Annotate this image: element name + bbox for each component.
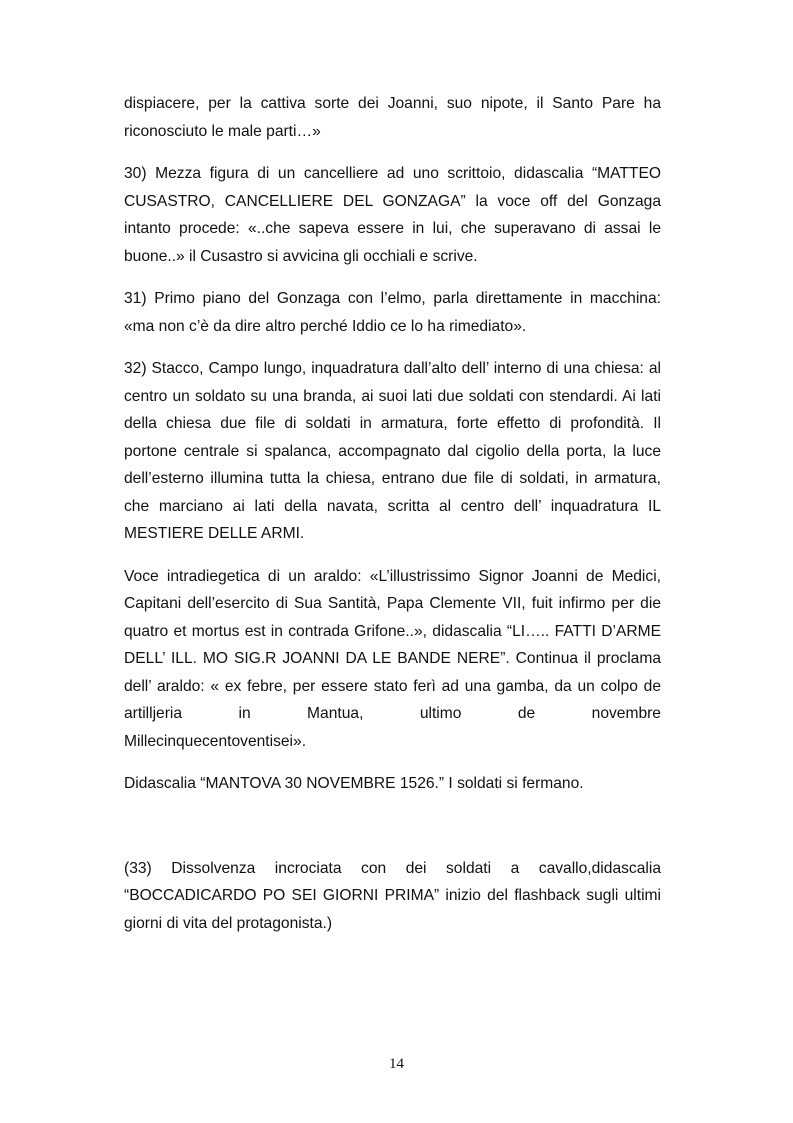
document-page (124, 90, 661, 952)
paragraph-scene-30: 30) Mezza figura di un cancelliere ad uno scrittoio, didascalia “MATTEO CUSASTRO, CANCELLIERE DEL GONZAGA” la voce off del Gonzaga intanto procede: «..che sapeva essere in lui, che superavano di assai le buone..» il Cusastro si avvicina gli occhiali e scrive. (124, 165, 661, 265)
paragraph-caption-mantova: Didascalia “MANTOVA 30 NOVEMBRE 1526.” I soldati si fermano. (124, 775, 584, 792)
paragraph-scene-32: 32) Stacco, Campo lungo, inquadratura dall’alto dell’ interno di una chiesa: al centro un soldato su una branda, ai suoi lati due soldati con stendardi. Ai lati della chiesa due file di soldati in armatura, forte effetto di profondità. Il portone centrale si spalanca, accompagnato dal cigolio della porta, la luce dell’esterno illumina tutta la chiesa, entrano due file di soldati, in armatura, che marciano ai lati della navata, scritta al centro dell’ inquadratura IL MESTIERE DELLE ARMI. (124, 360, 661, 542)
paragraph-scene-31: 31) Primo piano del Gonzaga con l’elmo, parla direttamente in macchina: «ma non c’è da dire altro perché Iddio ce lo ha rimediato». (124, 290, 661, 335)
spacer (124, 813, 661, 855)
paragraph-herald-end: Millecinquecentoventisei». (124, 732, 307, 750)
page-number: 14 (389, 1056, 404, 1072)
paragraph-herald: Voce intradiegetica di un araldo: «L’illustrissimo Signor Joanni de Medici, Capitani dell’esercito di Sua Santità, Papa Clemente VII, fuit infirmo per die quatro et mortus est in contrada Grifone..», didascalia “LI….. FATTI D’ARME DELL’ ILL. MO SIG.R JOANNI DA LE BANDE NERE”. Continua il proclama dell’ araldo: « ex febre, per essere stato ferì ad una gamba, da un colpo de artilljeria in Mantua, ultimo de novembre (124, 567, 661, 722)
paragraph-scene-33: (33) Dissolvenza incrociata con dei soldati a cavallo,didascalia “BOCCADICARDO PO SEI GIORNI PRIMA” inizio del flashback sugli ultimi giorni di vita del protagonista.) (124, 859, 661, 932)
paragraph-continuation: dispiacere, per la cattiva sorte dei Joanni, suo nipote, il Santo Pare ha riconosciuto le male parti…» (124, 95, 661, 140)
